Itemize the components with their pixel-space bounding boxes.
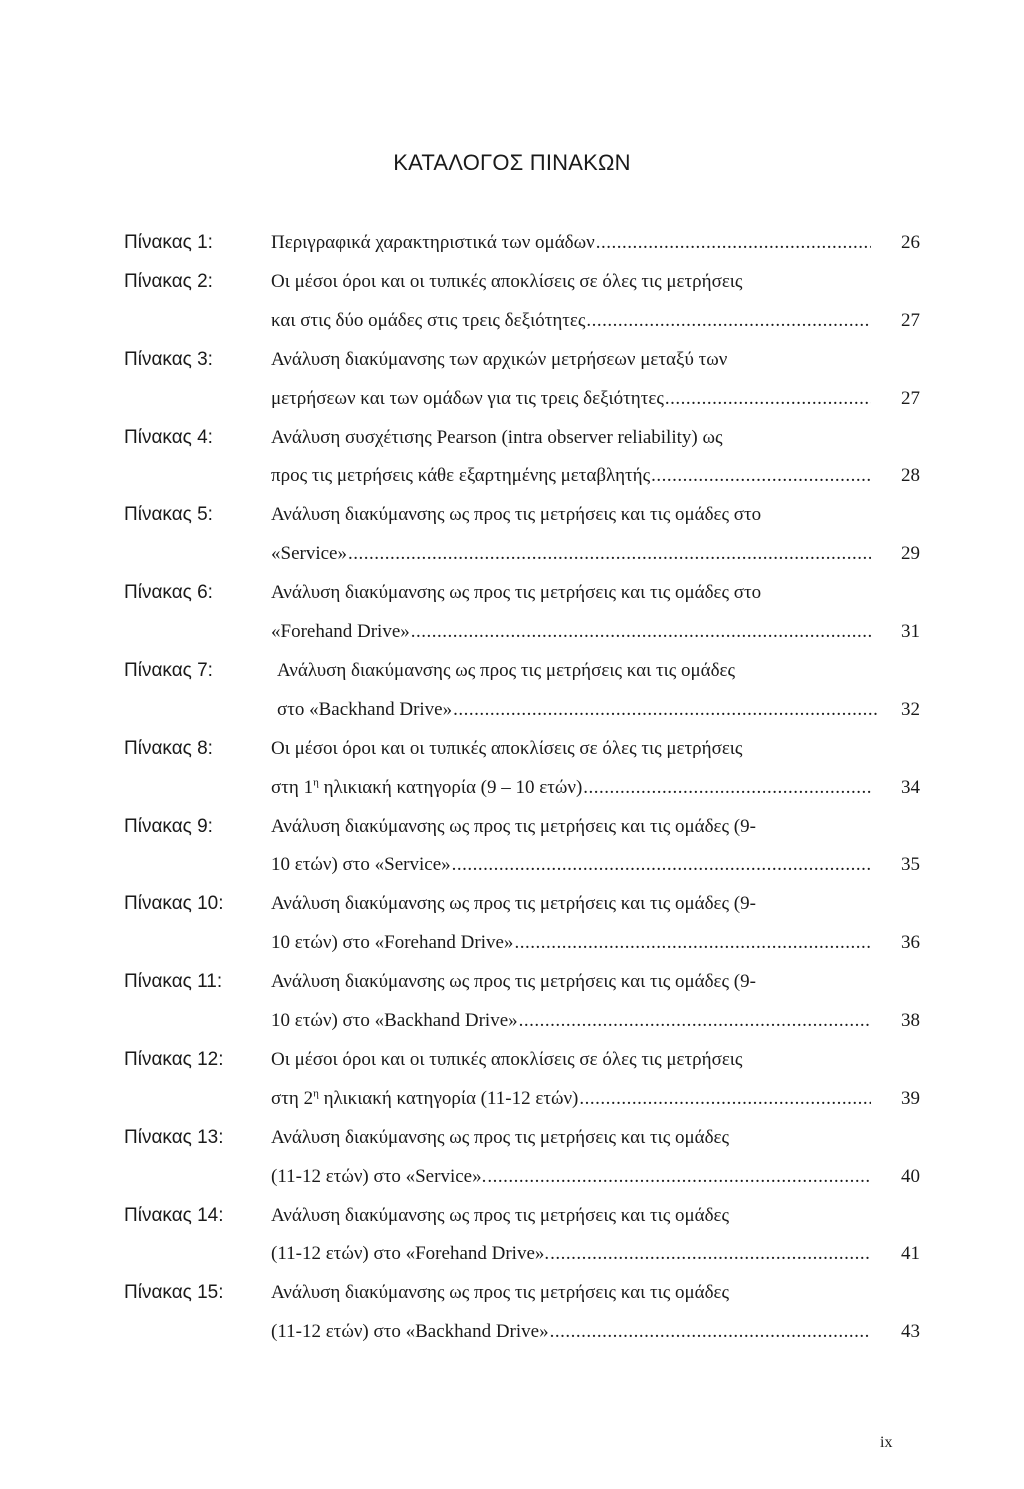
toc-entry-page-number: 28 (901, 465, 920, 487)
toc-entry-page-number: 38 (901, 1009, 920, 1031)
leader-dots (514, 923, 871, 963)
toc-entry-text: 10 ετών) στο «Forehand Drive» (271, 932, 514, 954)
toc-entry-page-number: 39 (901, 1087, 920, 1109)
toc-entry-description-last-line (271, 301, 871, 341)
toc-entry-description-line (271, 1040, 742, 1080)
toc-entry-label: Πίνακας 10: (124, 893, 224, 915)
toc-entry-label: Πίνακας 12: (124, 1048, 224, 1070)
toc-entry-description-line (271, 807, 756, 847)
leader-dots (651, 456, 871, 496)
toc-entry-text: Περιγραφικά χαρακτηριστικά των ομάδων (271, 232, 595, 253)
leader-dots (550, 1234, 871, 1274)
leader-dots (411, 612, 871, 652)
toc-entry-text: Ανάλυση διακύμανσης ως προς τις μετρήσεις και τις ομάδες (271, 1126, 730, 1148)
toc-entry-text: στη $2^\eta$ ηλικιακή κατηγορία (11-12 ετών) (271, 1087, 579, 1109)
toc-entry-label: Πίνακας 9: (124, 815, 213, 837)
toc-entry-description-last-line (271, 1157, 871, 1197)
leader-dots (519, 1001, 871, 1041)
toc-entry-text: (11-12 ετών) στο «Backhand Drive» (271, 1321, 549, 1343)
toc-entry-description-last-line (271, 1001, 871, 1041)
leader-dots (487, 1157, 871, 1197)
toc-entry-description-line (271, 1196, 729, 1236)
page-number: ix (880, 1434, 893, 1451)
toc-entry-label: Πίνακας 2: (124, 270, 213, 292)
toc-entry-description-last-line (271, 223, 871, 263)
toc-entry-description-line (271, 262, 742, 302)
toc-entry-text: στη $1^\eta$ ηλικιακή κατηγορία (9 – 10 ετών) (271, 776, 583, 798)
toc-entry-description-line (271, 573, 761, 613)
leader-dots (579, 1079, 871, 1119)
leader-dots (596, 223, 871, 263)
toc-entry-page-number: 31 (901, 620, 920, 642)
toc-entry-description-last-line (271, 612, 871, 652)
toc-entry-description-last-line (271, 456, 871, 496)
toc-entry-text: Ανάλυση διακύμανσης ως προς τις μετρήσεις και τις ομάδες (271, 1282, 730, 1304)
toc-entry-text: Ανάλυση διακύμανσης ως προς τις μετρήσεις και τις ομάδες (9- (271, 815, 756, 837)
toc-entry-text: «Service» (271, 543, 347, 565)
toc-entry-page-number: 35 (901, 854, 920, 876)
toc-entry-text: και στις δύο ομάδες στις τρεις δεξιότητες (271, 309, 586, 331)
toc-entry-page-number: 27 (901, 387, 920, 409)
leader-dots (586, 301, 871, 341)
toc-entry-description-line (271, 418, 723, 458)
leader-dots (348, 534, 871, 574)
toc-entry-page-number: 36 (901, 932, 920, 954)
toc-entry-label: Πίνακας 4: (124, 426, 213, 448)
leader-dots (453, 690, 877, 730)
toc-entry-text: Ανάλυση διακύμανσης ως προς τις μετρήσεις και τις ομάδες (271, 1204, 730, 1226)
toc-entry-page-number: 40 (901, 1165, 920, 1187)
toc-entry-text: μετρήσεων και των ομάδων για τις τρεις δεξιότητες (271, 387, 664, 409)
toc-entry-text: Ανάλυση διακύμανσης ως προς τις μετρήσεις και τις ομάδες στο (271, 504, 762, 526)
toc-entry-label: Πίνακας 13: (124, 1126, 224, 1148)
toc-entry-label: Πίνακας 6: (124, 582, 213, 604)
leader-dots (550, 1312, 871, 1352)
toc-entry-description-line (271, 495, 761, 535)
toc-entry-page-number: 41 (901, 1243, 920, 1265)
toc-entry-text: 10 ετών) στο «Backhand Drive» (271, 1009, 518, 1031)
toc-entry-page-number: 34 (901, 776, 920, 798)
leader-dots (452, 845, 871, 885)
toc-entry-label: Πίνακας 7: (124, 659, 213, 681)
toc-entry-description-line (271, 729, 742, 769)
toc-entry-label: Πίνακας 5: (124, 504, 213, 526)
toc-entry-text: 10 ετών) στο «Service» (271, 854, 451, 876)
toc-entry-page-number: 43 (901, 1321, 920, 1343)
toc-entry-description-line (271, 884, 756, 924)
toc-entry-description-line (271, 340, 727, 380)
leader-dots (583, 768, 871, 808)
toc-entry-label: Πίνακας 11: (124, 971, 223, 993)
toc-entry-description-last-line (271, 768, 871, 808)
toc-entry-label: Πίνακας 8: (124, 737, 213, 759)
toc-entry-page-number: 27 (901, 309, 920, 331)
toc-entry-text: Οι μέσοι όροι και οι τυπικές αποκλίσεις σε όλες τις μετρήσεις (271, 270, 743, 292)
toc-entry-text: προς τις μετρήσεις κάθε εξαρτημένης μεταβλητής (271, 465, 651, 487)
toc-entry-description-line (271, 1118, 729, 1158)
toc-entry-page-number: 26 (901, 232, 920, 253)
toc-entry-label: Πίνακας 3: (124, 348, 213, 370)
toc-entry-page-number: 29 (901, 543, 920, 565)
toc-entry-text: (11-12 ετών) στο «Service». (271, 1165, 487, 1187)
toc-entry-description-last-line (277, 690, 877, 730)
toc-entry-text: Ανάλυση διακύμανσης ως προς τις μετρήσεις και τις ομάδες (9- (271, 971, 756, 993)
toc-entry-description-last-line (271, 1234, 871, 1274)
toc-entry-page-number: 32 (901, 698, 920, 720)
toc-entry-text: Ανάλυση διακύμανσης των αρχικών μετρήσεων μεταξύ των (271, 348, 728, 370)
page-title: ΚΑΤΑΛΟΓΟΣ ΠΙΝΑΚΩΝ (393, 150, 631, 175)
toc-entry-text: Ανάλυση διακύμανσης ως προς τις μετρήσεις και τις ομάδες (277, 659, 736, 681)
toc-entry-label: Πίνακας 15: (124, 1282, 224, 1304)
toc-entry-description-last-line (271, 379, 871, 419)
toc-entry-description-line (271, 1273, 729, 1313)
toc-entry-description-last-line (271, 1079, 871, 1119)
toc-entry-description-last-line (271, 845, 871, 885)
toc-entry-text: Ανάλυση συσχέτισης Pearson (intra observer reliability) ως (271, 426, 723, 448)
toc-entry-text: Οι μέσοι όροι και οι τυπικές αποκλίσεις σε όλες τις μετρήσεις (271, 737, 743, 759)
toc-entry-text: στο «Backhand Drive» (277, 698, 453, 720)
toc-entry-text: «Forehand Drive» (271, 620, 410, 642)
leader-dots (665, 379, 871, 419)
toc-entry-text: Οι μέσοι όροι και οι τυπικές αποκλίσεις σε όλες τις μετρήσεις (271, 1048, 743, 1070)
toc-entry-label: Πίνακας 1: (124, 232, 213, 253)
toc-entry-text: Ανάλυση διακύμανσης ως προς τις μετρήσεις και τις ομάδες στο (271, 582, 762, 604)
toc-entry-description-last-line (271, 1312, 871, 1352)
toc-entry-description-line (277, 651, 735, 691)
toc-entry-description-last-line (271, 534, 871, 574)
toc-entry-label: Πίνακας 14: (124, 1204, 224, 1226)
toc-entry-text: (11-12 ετών) στο «Forehand Drive». (271, 1243, 550, 1265)
toc-entry-text: Ανάλυση διακύμανσης ως προς τις μετρήσεις και τις ομάδες (9- (271, 893, 756, 915)
toc-entry-description-line (271, 962, 756, 1002)
toc-entry-description-last-line (271, 923, 871, 963)
